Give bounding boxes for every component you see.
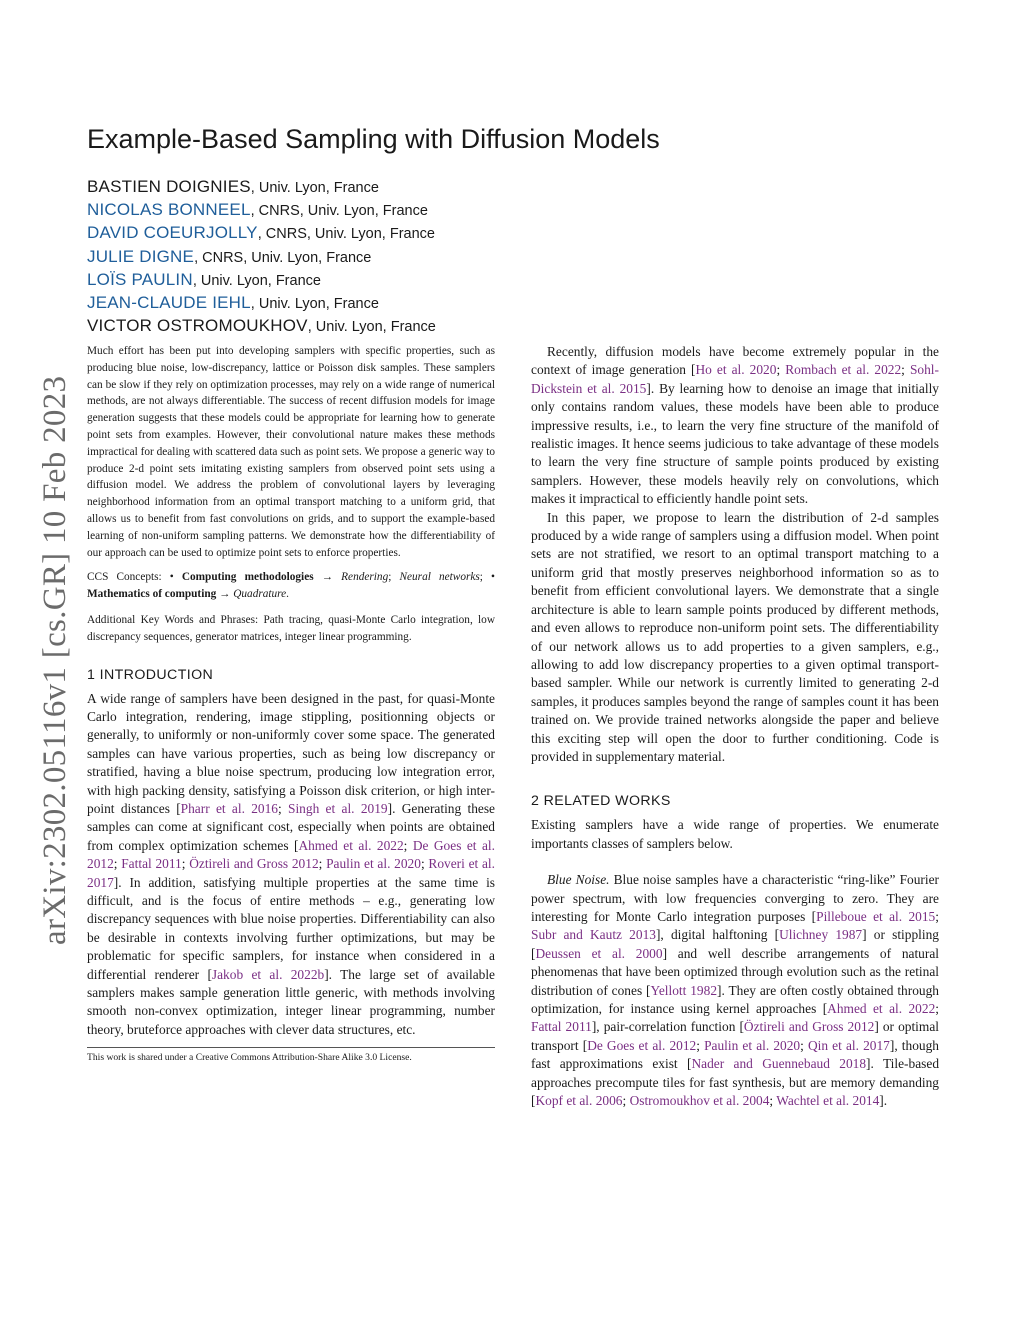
left-column xyxy=(87,343,495,1063)
citation-link[interactable]: Yellott 1982 xyxy=(650,982,718,998)
author-affiliation: , Univ. Lyon, France xyxy=(250,295,379,312)
citation-link[interactable]: Wachtel et al. 2014 xyxy=(776,1093,880,1109)
ccs-concepts: CCS Concepts: • Computing methodologies → Rendering; Neural networks; • Mathematics of computing → Quadrature. xyxy=(87,571,495,601)
citation-link[interactable]: Ulichney 1987 xyxy=(779,927,863,943)
author-affiliation: , Univ. Lyon, France xyxy=(192,272,321,289)
citation-link[interactable]: Singh et al. 2019 xyxy=(288,800,388,816)
citation-link[interactable]: Fattal 2011 xyxy=(531,1019,592,1035)
footnote-divider xyxy=(87,1047,495,1048)
citation-link[interactable]: Ahmed et al. 2022 xyxy=(298,837,404,853)
paragraph-diffusion-models: Recently, diffusion models have become extremely popular in the context of image generation [Ho et al. 2020; Rombach et al. 2022; Sohl-Dickstein et al. 2015]. By learning how to denoise an image that initially only contains random values, these models have been able to produce impressive results, i.e., to learn the very fine structure of the manifold of realistic images. It hence seems judicious to take advantage of these models to learn the very fine structure of sample points produced by existing samplers. However, these models heavily rely on convolutions, which makes it impractical to efficiently handle point sets. xyxy=(531,344,939,507)
author-name: VICTOR OSTROMOUKHOV xyxy=(87,316,308,336)
author-7 xyxy=(87,314,687,337)
author-name-link[interactable]: JULIE DIGNE xyxy=(87,246,195,266)
right-column xyxy=(531,343,939,1110)
footnote-license: This work is shared under a Creative Commons Attribution-Share Alike 3.0 License. xyxy=(87,1052,412,1064)
citation-link[interactable]: Fattal 2011 xyxy=(121,856,182,872)
author-affiliation: , Univ. Lyon, France xyxy=(250,180,379,196)
citation-link[interactable]: Ahmed et al. 2022 xyxy=(827,1001,936,1016)
citation-link[interactable]: Paulin et al. 2020 xyxy=(326,856,421,872)
citation-link[interactable]: Qin et al. 2017 xyxy=(807,1037,890,1053)
related-intro: Existing samplers have a wide range of properties. We enumerate importants classes of samplers below. xyxy=(531,817,939,851)
citation-link[interactable]: Ho et al. 2020 xyxy=(695,362,777,378)
citation-link[interactable]: Subr and Kautz 2013 xyxy=(531,927,656,943)
author-name: BASTIEN DOIGNIES xyxy=(87,177,251,196)
section-heading-related-works: 2 RELATED WORKS xyxy=(531,793,671,810)
citation-link[interactable]: Paulin et al. 2020 xyxy=(704,1037,801,1053)
citation-link[interactable]: Sohl-Dickstein et al. 2015 xyxy=(531,362,939,396)
citation-link[interactable]: Öztireli and Gross 2012 xyxy=(743,1019,875,1035)
citation-link[interactable]: Rombach et al. 2022 xyxy=(785,362,902,378)
author-name-link[interactable]: LOÏS PAULIN xyxy=(87,269,193,289)
citation-link[interactable]: Roveri et al. 2017 xyxy=(87,856,495,890)
author-6 xyxy=(87,291,687,314)
author-5 xyxy=(87,268,687,291)
citation-link[interactable]: De Goes et al. 2012 xyxy=(87,837,495,872)
citation-link[interactable]: Deussen et al. 2000 xyxy=(535,945,663,961)
author-affiliation: , CNRS, Univ. Lyon, France xyxy=(257,226,435,243)
author-2 xyxy=(87,198,687,221)
paragraph-blue-noise: Blue Noise. Blue noise samples have a characteristic “ring-like” Fourier power spectrum, with low frequencies converging to zero. They are interesting for Monte Carlo integration purposes [Pilleboue et al. 2015; Subr and Kautz 2013], digital halftoning [Ulichney 1987] or stippling [Deussen et al. 2000] and well describe arrangements of natural phenomenas that have been optimized through evolution such as the retinal distribution of cones [Yellott 1982]. They are often costly obtained through optimization, for instance using kernel approaches [Ahmed et al. 2022; Fattal 2011], pair-correlation function [Öztireli and Gross 2012] or optimal transport [De Goes et al. 2012; Paulin et al. 2020; Qin et al. 2017], though fast approximations exist [Nader and Guennebaud 2018]. Tile-based approaches precompute tiles for fast synthesis, but are memory demanding [Kopf et al. 2006; Ostromoukhov et al. 2004; Wachtel et al. 2014]. xyxy=(531,872,940,1109)
author-name-link[interactable]: NICOLAS BONNEEL xyxy=(87,200,251,220)
author-affiliation: , Univ. Lyon, France xyxy=(307,319,436,336)
author-4 xyxy=(87,245,687,268)
paragraph-title-blue-noise: Blue Noise. xyxy=(547,872,610,888)
citation-link[interactable]: De Goes et al. 2012 xyxy=(587,1037,697,1053)
author-name-link[interactable]: JEAN-CLAUDE IEHL xyxy=(87,292,251,312)
citation-link[interactable]: Pharr et al. 2016 xyxy=(180,800,278,816)
additional-keywords: Additional Key Words and Phrases: Path tracing, quasi-Monte Carlo integration, low discrepancy sequences, generator matrices, integer linear programming. xyxy=(87,613,495,643)
citation-link[interactable]: Nader and Guennebaud 2018 xyxy=(691,1056,867,1072)
author-affiliation: , CNRS, Univ. Lyon, France xyxy=(250,203,428,220)
author-3 xyxy=(87,221,687,244)
citation-link[interactable]: Jakob et al. 2022b xyxy=(211,966,325,982)
author-name-link[interactable]: DAVID COEURJOLLY xyxy=(87,223,258,243)
intro-paragraph: A wide range of samplers have been designed in the past, for quasi-Monte Carlo integration, rendering, image stippling, positionning objects or generally, to uniformly or non-uniformly cover some space. The generated samples can have various properties, such as being low discrepancy or stratified, having a blue noise spectrum, producing low integration error, with high packing density, satisfying a Poisson disk criterion, or high inter-point distances [Pharr et al. 2016; Singh et al. 2019]. Generating these samples can come at significant cost, especially when points are obtained from complex optimization schemes [Ahmed et al. 2022; De Goes et al. 2012; Fattal 2011; Öztireli and Gross 2012; Paulin et al. 2020; Roveri et al. 2017]. In addition, satisfying multiple properties at the same time is difficult, and is the focus of entire methods – e.g., generating low discrepancy sequences with blue noise properties. Differentiability can also be desirable in contexts involving further optimizations, but may be problematic for specific samplers, for instance when considered in a differential renderer [Jakob et al. 2022b]. The large set of available samplers makes sample generation little generic, with methods involving smooth non-convex optimization, integer linear programming, number theory, bruteforce approaches with clever data structures, etc. xyxy=(87,690,495,1037)
author-affiliation: , CNRS, Univ. Lyon, France xyxy=(194,249,372,266)
citation-link[interactable]: Ostromoukhov et al. 2004 xyxy=(629,1093,770,1109)
citation-link[interactable]: Pilleboue et al. 2015 xyxy=(816,908,936,924)
abstract: Much effort has been put into developing samplers with specific properties, such as producing blue noise, low-discrepancy, lattice or Poisson disk samples. These samplers can be slow if they rely on optimization processes, may rely on a wide range of numerical methods, are not always differentiable. The success of recent diffusion models for image generation suggests that these models could be appropriate for learning how to generate point sets from examples. However, their convolutional nature makes these methods impractical for dealing with scattered data such as point sets. We propose a generic way to produce 2-d point sets imitating existing samplers from observed point sets using a diffusion model. We address the problem of convolutional layers by leveraging neighborhood information from an optimal transport matching to a uniform grid, that allows us to benefit from fast convolutions on grids, and to support the example-based learning of non-uniform sampling patterns. We demonstrate how the differentiability of our approach can be used to optimize point sets to enforce properties. xyxy=(87,345,495,559)
citation-link[interactable]: Kopf et al. 2006 xyxy=(535,1093,623,1109)
paper-title: Example-Based Sampling with Diffusion Models xyxy=(87,124,660,154)
author-list xyxy=(87,175,687,337)
section-heading-introduction: 1 INTRODUCTION xyxy=(87,666,214,683)
citation-link[interactable]: Öztireli and Gross 2012 xyxy=(189,856,319,872)
author-1 xyxy=(87,175,687,198)
arxiv-watermark: arXiv:2302.05116v1 [cs.GR] 10 Feb 2023 xyxy=(37,375,73,945)
paragraph-contribution: In this paper, we propose to learn the distribution of 2-d samples produced by a wide range of samplers using a diffusion model. When point sets are not stratified, we resort to an optimal transport matching to a uniform grid that mostly preserves neighborhood information so as to benefit from efficient convolutional layers. We demonstrate that a single architecture is able to learn sample points produced by different methods, and even allows to reproduce non-uniform point sets. The differentiability of our network allows us to add properties to a given samplers, e.g., allowing to add low discrepancy properties to a given optimal transport-based sampler. While our network is currently limited to generating 2-d samples, it produces samples beyond the range of samples count it has been trained on. We provide trained networks alongside the paper and believe this exciting step will open the door to further conditioning. Code is provided in supplementary material. xyxy=(531,509,939,764)
